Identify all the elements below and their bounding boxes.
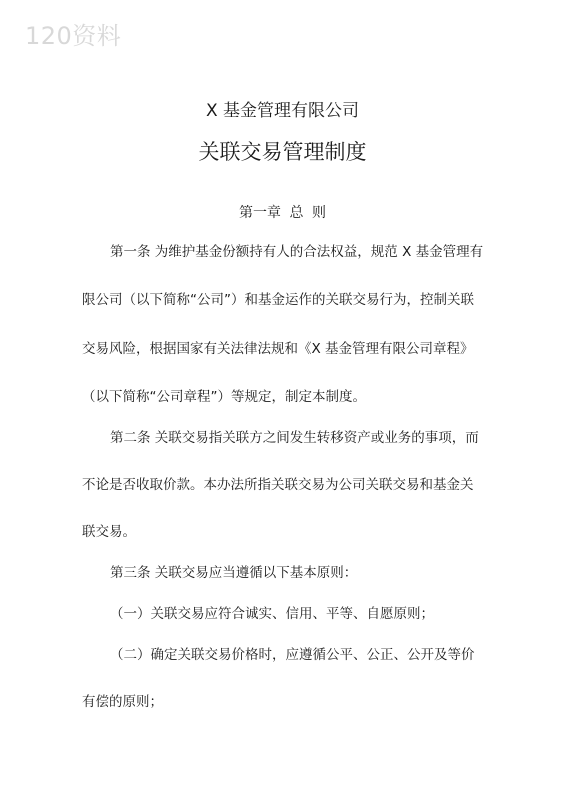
article-1-line-2: 限公司（以下简称“公司”）和基金运作的关联交易行为，控制关联	[82, 292, 474, 308]
document-title: 关联交易管理制度	[198, 140, 367, 164]
article-2-line-3: 联交易。	[82, 524, 136, 540]
principle-1: （一）关联交易应符合诚实、信用、平等、自愿原则；	[110, 606, 434, 622]
article-3-heading: 第三条 关联交易应当遵循以下基本原则：	[110, 565, 358, 581]
chapter-heading: 第一章 总 则	[239, 205, 326, 221]
principle-2-line-1: （二）确定关联交易价格时，应遵循公平、公正、公开及等价	[110, 647, 475, 663]
watermark: 120资料	[25, 22, 122, 50]
article-2-line-1: 第二条 关联交易指关联方之间发生转移资产或业务的事项，而	[110, 430, 479, 446]
article-2-line-2: 不论是否收取价款。本办法所指关联交易为公司关联交易和基金关	[82, 477, 474, 493]
company-name: X 基金管理有限公司	[205, 101, 360, 121]
article-1-line-3: 交易风险，根据国家有关法律法规和《X 基金管理有限公司章程》	[82, 341, 474, 357]
principle-2-line-2: 有偿的原则；	[82, 694, 163, 710]
article-1-line-4: （以下简称“公司章程”）等规定，制定本制度。	[82, 389, 366, 405]
article-1-line-1: 第一条 为维护基金份额持有人的合法权益，规范 X 基金管理有	[110, 244, 484, 260]
